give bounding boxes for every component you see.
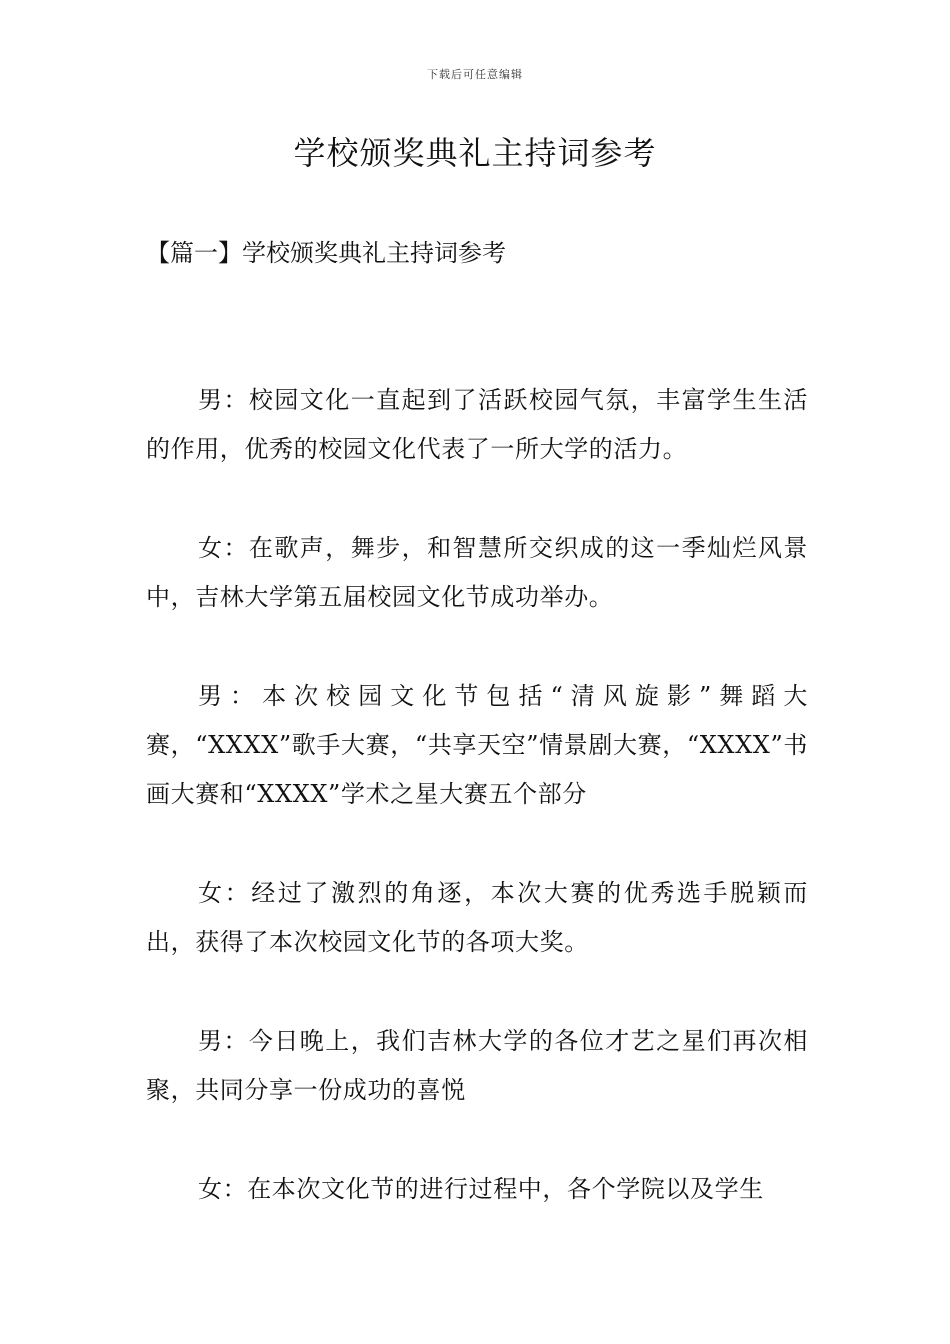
paragraph: 男：本次校园文化节包括“清风旋影”舞蹈大赛，“XXXX”歌手大赛，“共享天空”情景剧大赛，“XXXX”书画大赛和“XXXX”学术之星大赛五个部分 [146,682,808,808]
paragraph: 男：校园文化一直起到了活跃校园气氛，丰富学生生活的作用，优秀的校园文化代表了一所大学的活力。 [146,386,808,463]
paragraph: 男：今日晚上，我们吉林大学的各位才艺之星们再次相聚，共同分享一份成功的喜悦 [146,1027,808,1104]
paragraph: 女：在歌声，舞步，和智慧所交织成的这一季灿烂风景中，吉林大学第五届校园文化节成功举办。 [146,534,808,611]
document-body [146,376,808,1264]
paragraph: 女：经过了激烈的角逐，本次大赛的优秀选手脱颖而出，获得了本次校园文化节的各项大奖。 [146,879,808,956]
document-title: 学校颁奖典礼主持词参考 [293,134,657,172]
paragraph: 女：在本次文化节的进行过程中，各个学院以及学生 [198,1175,764,1203]
section-heading: 【篇一】学校颁奖典礼主持词参考 [146,239,506,267]
header-note: 下载后可任意编辑 [427,68,523,81]
